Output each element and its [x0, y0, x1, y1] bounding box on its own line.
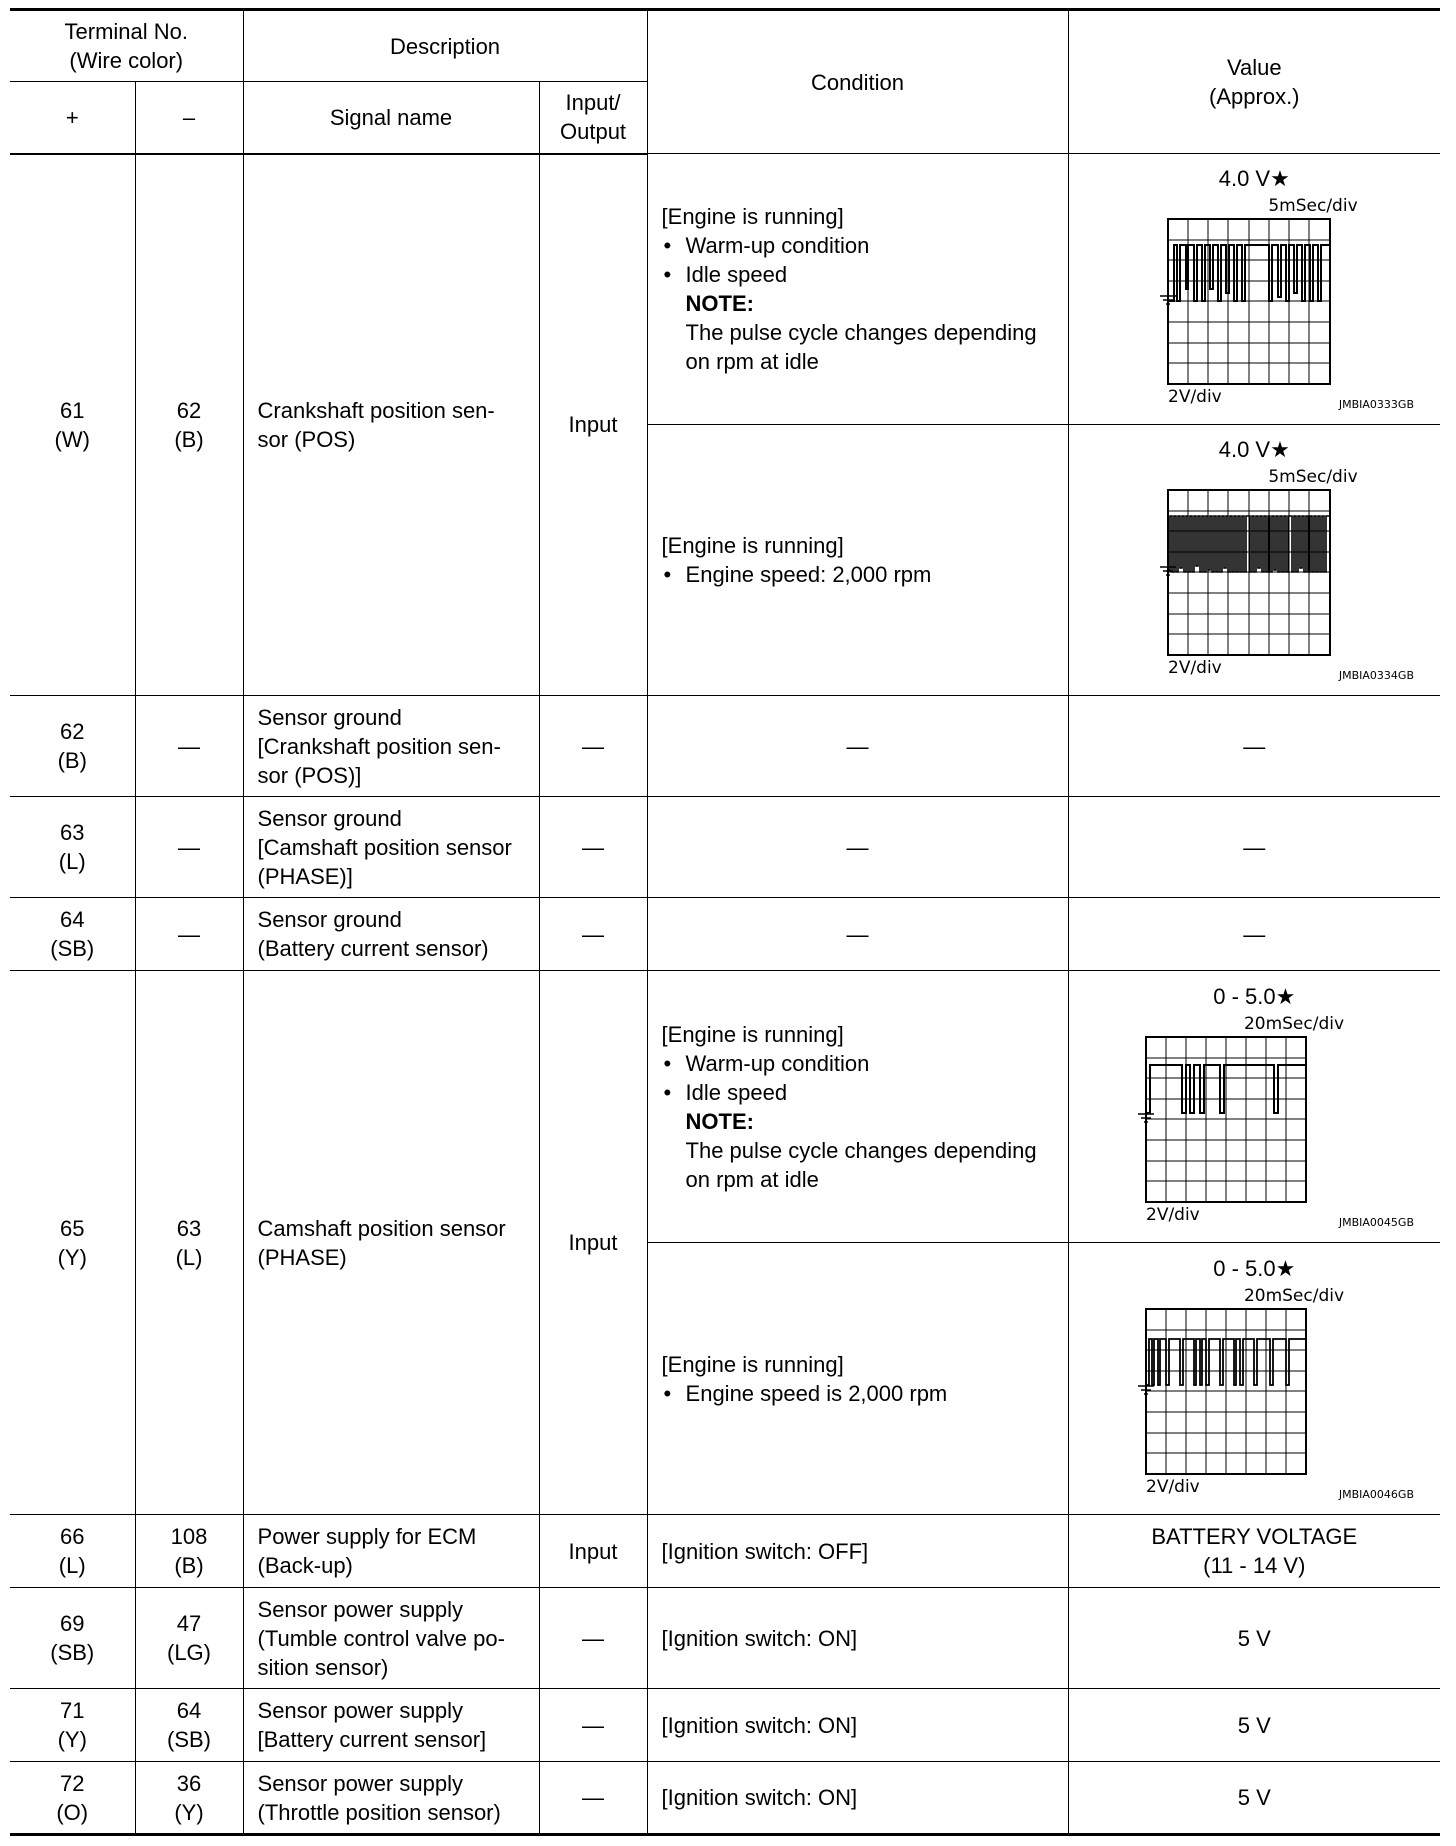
- terminal-plus-64: 64 (SB): [10, 898, 135, 971]
- signal-name-sensor-ground-pos: Sensor ground [Crankshaft position sen- sor (POS)]: [243, 696, 539, 797]
- wave-time-scale: 5mSec/div: [1268, 196, 1358, 216]
- signal-name-sensor-power-tumble: Sensor power supply (Tumble control valve po- sition sensor): [243, 1588, 539, 1689]
- io-value: —: [539, 1588, 647, 1689]
- terminal-minus: —: [135, 696, 243, 797]
- signal-name-power-supply-ecm: Power supply for ECM (Back-up): [243, 1515, 539, 1588]
- figure-code: JMBIA0046GB: [1339, 1487, 1415, 1501]
- terminal-minus-62: 62 (B): [135, 154, 243, 696]
- terminal-minus-63: 63 (L): [135, 971, 243, 1515]
- io-value: —: [539, 1689, 647, 1762]
- wave-volt-scale: 2V/div: [1146, 1204, 1201, 1225]
- oscilloscope-graph: [1084, 1010, 1424, 1230]
- io-value: Input: [539, 1515, 647, 1588]
- condition-value: [Ignition switch: OFF]: [647, 1515, 1068, 1588]
- wave-time-scale: 20mSec/div: [1244, 1013, 1345, 1034]
- wave-value: 0 - 5.0★: [1213, 983, 1296, 1009]
- figure-code: JMBIA0334GB: [1339, 669, 1415, 682]
- wave-value: 4.0 V★: [1218, 166, 1290, 191]
- terminal-plus-65: 65 (Y): [10, 971, 135, 1515]
- header-value: Value (Approx.): [1068, 10, 1440, 154]
- waveform-camshaft-idle: [1068, 971, 1440, 1243]
- wave-volt-scale: 2V/div: [1168, 658, 1223, 678]
- ecm-terminal-table: [10, 8, 1440, 1836]
- oscilloscope-graph: [1084, 192, 1424, 412]
- header-minus: –: [135, 82, 243, 154]
- oscilloscope-graph: [1084, 1282, 1424, 1502]
- terminal-plus-63: 63 (L): [10, 797, 135, 898]
- io-value: —: [539, 696, 647, 797]
- condition-value: [Ignition switch: ON]: [647, 1689, 1068, 1762]
- oscilloscope-graph: [1084, 463, 1424, 683]
- condition-camshaft-idle: [Engine is running] • Warm-up condition • Idle speed NOTE: The pulse cycle changes depending on rpm at idle: [647, 971, 1068, 1243]
- condition-value: —: [647, 898, 1068, 971]
- terminal-plus-72: 72 (O): [10, 1762, 135, 1835]
- terminal-plus-71: 71 (Y): [10, 1689, 135, 1762]
- value-cell: BATTERY VOLTAGE (11 - 14 V): [1068, 1515, 1440, 1588]
- condition-crankshaft-idle: [Engine is running] • Warm-up condition • Idle speed NOTE: The pulse cycle changes depending on rpm at idle: [647, 154, 1068, 425]
- value-cell: —: [1068, 797, 1440, 898]
- header-condition: Condition: [647, 10, 1068, 154]
- figure-code: JMBIA0045GB: [1339, 1215, 1415, 1229]
- condition-crankshaft-2000rpm: [Engine is running] • Engine speed: 2,000 rpm: [647, 425, 1068, 696]
- condition-value: [Ignition switch: ON]: [647, 1588, 1068, 1689]
- figure-code: JMBIA0333GB: [1339, 398, 1415, 411]
- io-value: —: [539, 797, 647, 898]
- header-description: Description: [243, 10, 647, 82]
- condition-value: —: [647, 797, 1068, 898]
- terminal-plus-61: 61 (W): [10, 154, 135, 696]
- wave-volt-scale: 2V/div: [1146, 1476, 1201, 1497]
- header-terminal-no: Terminal No. (Wire color): [10, 10, 243, 82]
- value-cell: 5 V: [1068, 1689, 1440, 1762]
- terminal-minus: —: [135, 898, 243, 971]
- wave-value: 0 - 5.0★: [1213, 1255, 1296, 1281]
- terminal-minus: —: [135, 797, 243, 898]
- terminal-minus-108: 108 (B): [135, 1515, 243, 1588]
- value-cell: —: [1068, 696, 1440, 797]
- terminal-plus-62: 62 (B): [10, 696, 135, 797]
- signal-name-sensor-ground-phase: Sensor ground [Camshaft position sensor (PHASE)]: [243, 797, 539, 898]
- io-camshaft: Input: [539, 971, 647, 1515]
- io-value: —: [539, 1762, 647, 1835]
- condition-camshaft-2000rpm: [Engine is running] • Engine speed is 2,000 rpm: [647, 1243, 1068, 1515]
- waveform-crankshaft-idle: [1068, 154, 1440, 425]
- value-cell: 5 V: [1068, 1588, 1440, 1689]
- terminal-minus-36: 36 (Y): [135, 1762, 243, 1835]
- signal-name-camshaft: Camshaft position sensor (PHASE): [243, 971, 539, 1515]
- terminal-minus-47: 47 (LG): [135, 1588, 243, 1689]
- signal-name-sensor-power-throttle: Sensor power supply (Throttle position sensor): [243, 1762, 539, 1835]
- signal-name-crankshaft: Crankshaft position sen- sor (POS): [243, 154, 539, 696]
- value-cell: 5 V: [1068, 1762, 1440, 1835]
- wave-value: 4.0 V★: [1218, 437, 1290, 462]
- header-input-output: Input/ Output: [539, 82, 647, 154]
- value-cell: —: [1068, 898, 1440, 971]
- signal-name-sensor-ground-battery: Sensor ground (Battery current sensor): [243, 898, 539, 971]
- wave-time-scale: 20mSec/div: [1244, 1285, 1345, 1306]
- waveform-camshaft-2000rpm: [1068, 1243, 1440, 1515]
- header-plus: +: [10, 82, 135, 154]
- header-signal-name: Signal name: [243, 82, 539, 154]
- io-crankshaft: Input: [539, 154, 647, 696]
- wave-volt-scale: 2V/div: [1168, 387, 1223, 407]
- waveform-crankshaft-2000rpm: [1068, 425, 1440, 696]
- terminal-minus-64: 64 (SB): [135, 1689, 243, 1762]
- terminal-plus-66: 66 (L): [10, 1515, 135, 1588]
- terminal-plus-69: 69 (SB): [10, 1588, 135, 1689]
- signal-name-sensor-power-battery: Sensor power supply [Battery current sensor]: [243, 1689, 539, 1762]
- condition-value: —: [647, 696, 1068, 797]
- io-value: —: [539, 898, 647, 971]
- condition-value: [Ignition switch: ON]: [647, 1762, 1068, 1835]
- wave-time-scale: 5mSec/div: [1268, 467, 1358, 487]
